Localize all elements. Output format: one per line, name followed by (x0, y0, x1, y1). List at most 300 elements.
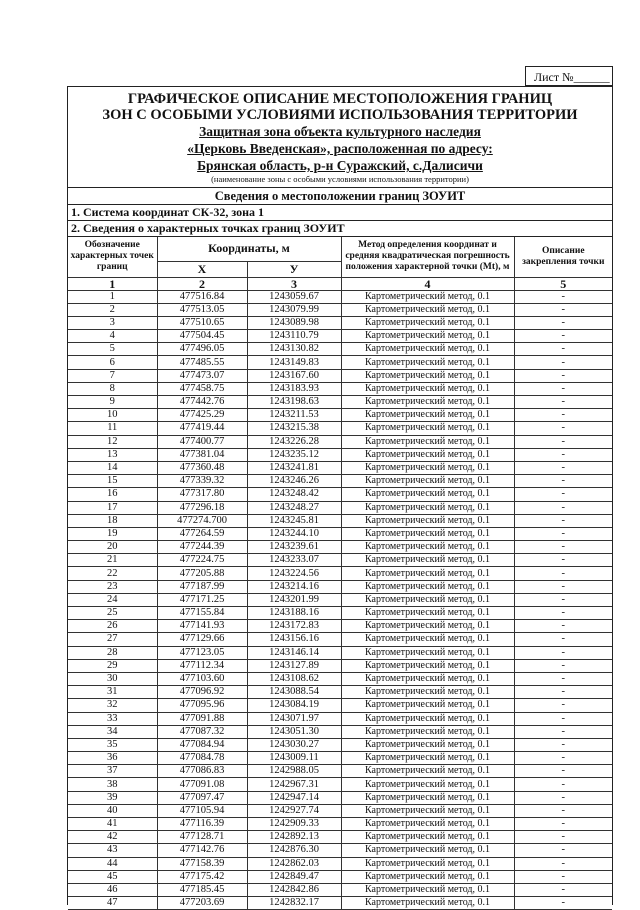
method: Картометрический метод, 0.1 (341, 844, 514, 857)
coord-y: 1243156.16 (247, 633, 341, 646)
coord-x: 477091.08 (157, 778, 247, 791)
point-number: 3 (68, 316, 157, 329)
header-fixing: Описание закрепления точки (514, 237, 612, 277)
table-row (68, 791, 612, 804)
coord-x: 477425.29 (157, 409, 247, 422)
coord-x: 477205.88 (157, 567, 247, 580)
column-number-2: 2 (157, 277, 247, 290)
point-number: 21 (68, 554, 157, 567)
coord-y: 1243246.26 (247, 475, 341, 488)
table-row (68, 396, 612, 409)
point-number: 38 (68, 778, 157, 791)
method: Картометрический метод, 0.1 (341, 738, 514, 751)
fixing-description: - (514, 712, 612, 725)
fixing-description: - (514, 778, 612, 791)
method: Картометрический метод, 0.1 (341, 659, 514, 672)
coord-y: 1243108.62 (247, 672, 341, 685)
table-row (68, 646, 612, 659)
point-number: 8 (68, 382, 157, 395)
fixing-description: - (514, 527, 612, 540)
coord-y: 1243127.89 (247, 659, 341, 672)
coord-y: 1243079.99 (247, 303, 341, 316)
coord-y: 1242832.17 (247, 897, 341, 910)
points-table (68, 237, 612, 910)
coord-y: 1243146.14 (247, 646, 341, 659)
point-number: 12 (68, 435, 157, 448)
coord-y: 1243188.16 (247, 607, 341, 620)
title-line-2: ЗОН С ОСОБЫМИ УСЛОВИЯМИ ИСПОЛЬЗОВАНИЯ ТЕРРИТОРИИ (102, 107, 578, 123)
document-frame (67, 86, 613, 909)
method: Картометрический метод, 0.1 (341, 672, 514, 685)
fixing-description: - (514, 409, 612, 422)
table-row (68, 343, 612, 356)
table-row (68, 725, 612, 738)
zone-address: Брянская область, р-н Суражский, с.Далисичи (197, 158, 483, 173)
method: Картометрический метод, 0.1 (341, 396, 514, 409)
table-row (68, 897, 612, 910)
coord-y: 1243030.27 (247, 738, 341, 751)
fixing-description: - (514, 593, 612, 606)
table-row (68, 857, 612, 870)
coord-x: 477458.75 (157, 382, 247, 395)
point-number: 33 (68, 712, 157, 725)
point-number: 6 (68, 356, 157, 369)
table-row (68, 409, 612, 422)
coord-x: 477513.05 (157, 303, 247, 316)
zone-name-caption: (наименование зоны с особыми условиями использования территории) (211, 174, 469, 184)
coord-y: 1243248.42 (247, 488, 341, 501)
coord-x: 477158.39 (157, 857, 247, 870)
fixing-description: - (514, 369, 612, 382)
table-row (68, 422, 612, 435)
header-method: Метод определения координат и средняя квадратическая погрешность положения характерной точки (Мt), м (341, 237, 514, 277)
table-row (68, 831, 612, 844)
table-row (68, 488, 612, 501)
table-row (68, 765, 612, 778)
table-row (68, 527, 612, 540)
point-number: 1 (68, 290, 157, 303)
method: Картометрический метод, 0.1 (341, 897, 514, 910)
method: Картометрический метод, 0.1 (341, 527, 514, 540)
method: Картометрический метод, 0.1 (341, 514, 514, 527)
coord-x: 477510.65 (157, 316, 247, 329)
coord-x: 477381.04 (157, 448, 247, 461)
fixing-description: - (514, 857, 612, 870)
point-number: 34 (68, 725, 157, 738)
fixing-description: - (514, 633, 612, 646)
table-row (68, 554, 612, 567)
column-number-3: 3 (247, 277, 341, 290)
fixing-description: - (514, 646, 612, 659)
point-number: 30 (68, 672, 157, 685)
coord-x: 477274.700 (157, 514, 247, 527)
method: Картометрический метод, 0.1 (341, 448, 514, 461)
point-number: 18 (68, 514, 157, 527)
fixing-description: - (514, 567, 612, 580)
method: Картометрический метод, 0.1 (341, 501, 514, 514)
table-row (68, 620, 612, 633)
table-row (68, 541, 612, 554)
coord-y: 1243009.11 (247, 752, 341, 765)
point-number: 35 (68, 738, 157, 751)
point-number: 44 (68, 857, 157, 870)
fixing-description: - (514, 686, 612, 699)
table-row (68, 461, 612, 474)
column-number-4: 4 (341, 277, 514, 290)
coord-x: 477504.45 (157, 330, 247, 343)
coord-y: 1243239.61 (247, 541, 341, 554)
method: Картометрический метод, 0.1 (341, 422, 514, 435)
coord-x: 477496.05 (157, 343, 247, 356)
method: Картометрический метод, 0.1 (341, 409, 514, 422)
fixing-description: - (514, 672, 612, 685)
fixing-description: - (514, 514, 612, 527)
zone-name-line-1: Защитная зона объекта культурного наследия (199, 124, 481, 139)
table-row (68, 818, 612, 831)
coord-x: 477244.39 (157, 541, 247, 554)
method: Картометрический метод, 0.1 (341, 752, 514, 765)
fixing-description: - (514, 765, 612, 778)
point-number: 13 (68, 448, 157, 461)
coord-y: 1242842.86 (247, 883, 341, 896)
fixing-description: - (514, 897, 612, 910)
point-number: 46 (68, 883, 157, 896)
header-point: Обозначение характерных точек границ (68, 237, 157, 277)
coord-y: 1243071.97 (247, 712, 341, 725)
table-row (68, 607, 612, 620)
coord-x: 477086.83 (157, 765, 247, 778)
coord-y: 1243130.82 (247, 343, 341, 356)
coord-x: 477084.94 (157, 738, 247, 751)
fixing-description: - (514, 303, 612, 316)
fixing-description: - (514, 330, 612, 343)
fixing-description: - (514, 382, 612, 395)
coord-y: 1243245.81 (247, 514, 341, 527)
method: Картометрический метод, 0.1 (341, 541, 514, 554)
point-number: 43 (68, 844, 157, 857)
section-title: Сведения о местоположении границ ЗОУИТ (68, 188, 612, 205)
coord-x: 477105.94 (157, 804, 247, 817)
table-row (68, 448, 612, 461)
method: Картометрический метод, 0.1 (341, 857, 514, 870)
fixing-description: - (514, 290, 612, 303)
point-number: 7 (68, 369, 157, 382)
fixing-description: - (514, 316, 612, 329)
fixing-description: - (514, 475, 612, 488)
table-row (68, 514, 612, 527)
coord-x: 477264.59 (157, 527, 247, 540)
coord-y: 1243226.28 (247, 435, 341, 448)
method: Картометрический метод, 0.1 (341, 330, 514, 343)
column-number-5: 5 (514, 277, 612, 290)
table-row (68, 290, 612, 303)
method: Картометрический метод, 0.1 (341, 818, 514, 831)
table-row (68, 316, 612, 329)
coord-x: 477187.99 (157, 580, 247, 593)
fixing-description: - (514, 804, 612, 817)
table-row (68, 778, 612, 791)
fixing-description: - (514, 554, 612, 567)
point-number: 24 (68, 593, 157, 606)
method: Картометрический метод, 0.1 (341, 290, 514, 303)
coord-y: 1242909.33 (247, 818, 341, 831)
coord-y: 1243241.81 (247, 461, 341, 474)
coord-x: 477112.34 (157, 659, 247, 672)
method: Картометрический метод, 0.1 (341, 699, 514, 712)
fixing-description: - (514, 448, 612, 461)
coord-x: 477360.48 (157, 461, 247, 474)
fixing-description: - (514, 343, 612, 356)
point-number: 23 (68, 580, 157, 593)
coord-y: 1243235.12 (247, 448, 341, 461)
table-row (68, 567, 612, 580)
fixing-description: - (514, 659, 612, 672)
table-row (68, 699, 612, 712)
method: Картометрический метод, 0.1 (341, 607, 514, 620)
points-section-line: 2. Сведения о характерных точках границ ЗОУИТ (68, 221, 612, 237)
table-row (68, 475, 612, 488)
method: Картометрический метод, 0.1 (341, 488, 514, 501)
table-row (68, 870, 612, 883)
coord-y: 1243198.63 (247, 396, 341, 409)
table-row (68, 804, 612, 817)
method: Картометрический метод, 0.1 (341, 686, 514, 699)
point-number: 39 (68, 791, 157, 804)
coord-x: 477317.80 (157, 488, 247, 501)
method: Картометрический метод, 0.1 (341, 435, 514, 448)
header-x: X (157, 261, 247, 277)
method: Картометрический метод, 0.1 (341, 580, 514, 593)
fixing-description: - (514, 870, 612, 883)
point-number: 32 (68, 699, 157, 712)
fixing-description: - (514, 488, 612, 501)
method: Картометрический метод, 0.1 (341, 870, 514, 883)
fixing-description: - (514, 461, 612, 474)
coord-y: 1243084.19 (247, 699, 341, 712)
coord-x: 477087.32 (157, 725, 247, 738)
fixing-description: - (514, 883, 612, 896)
coord-y: 1242967.31 (247, 778, 341, 791)
coord-y: 1242849.47 (247, 870, 341, 883)
fixing-description: - (514, 725, 612, 738)
table-row (68, 580, 612, 593)
coord-y: 1243248.27 (247, 501, 341, 514)
coord-x: 477516.84 (157, 290, 247, 303)
point-number: 2 (68, 303, 157, 316)
fixing-description: - (514, 422, 612, 435)
method: Картометрический метод, 0.1 (341, 831, 514, 844)
fixing-description: - (514, 738, 612, 751)
fixing-description: - (514, 435, 612, 448)
zone-name-line-2: «Церковь Введенская», расположенная по адресу: (187, 141, 493, 156)
coord-x: 477442.76 (157, 396, 247, 409)
fixing-description: - (514, 831, 612, 844)
point-number: 10 (68, 409, 157, 422)
coord-x: 477142.76 (157, 844, 247, 857)
point-number: 25 (68, 607, 157, 620)
fixing-description: - (514, 501, 612, 514)
fixing-description: - (514, 607, 612, 620)
coord-y: 1242892.13 (247, 831, 341, 844)
fixing-description: - (514, 541, 612, 554)
coord-y: 1243183.93 (247, 382, 341, 395)
coord-x: 477419.44 (157, 422, 247, 435)
point-number: 41 (68, 818, 157, 831)
method: Картометрический метод, 0.1 (341, 633, 514, 646)
coord-x: 477400.77 (157, 435, 247, 448)
fixing-description: - (514, 791, 612, 804)
coord-y: 1243051.30 (247, 725, 341, 738)
fixing-description: - (514, 580, 612, 593)
coord-x: 477155.84 (157, 607, 247, 620)
method: Картометрический метод, 0.1 (341, 554, 514, 567)
coord-x: 477171.25 (157, 593, 247, 606)
coord-x: 477224.75 (157, 554, 247, 567)
method: Картометрический метод, 0.1 (341, 765, 514, 778)
coord-y: 1243110.79 (247, 330, 341, 343)
table-row (68, 369, 612, 382)
coord-x: 477097.47 (157, 791, 247, 804)
header-y: У (247, 261, 341, 277)
point-number: 45 (68, 870, 157, 883)
coord-x: 477096.92 (157, 686, 247, 699)
coord-x: 477084.78 (157, 752, 247, 765)
coord-y: 1243233.07 (247, 554, 341, 567)
table-row (68, 738, 612, 751)
coord-x: 477091.88 (157, 712, 247, 725)
points-table-body (68, 290, 612, 910)
header-coordinates: Координаты, м (157, 237, 341, 261)
coord-y: 1242988.05 (247, 765, 341, 778)
point-number: 28 (68, 646, 157, 659)
method: Картометрический метод, 0.1 (341, 369, 514, 382)
method: Картометрический метод, 0.1 (341, 382, 514, 395)
method: Картометрический метод, 0.1 (341, 316, 514, 329)
method: Картометрический метод, 0.1 (341, 712, 514, 725)
table-row (68, 330, 612, 343)
point-number: 27 (68, 633, 157, 646)
method: Картометрический метод, 0.1 (341, 461, 514, 474)
document-header (68, 87, 612, 188)
method: Картометрический метод, 0.1 (341, 593, 514, 606)
column-number-1: 1 (68, 277, 157, 290)
coord-y: 1243211.53 (247, 409, 341, 422)
coord-y: 1242927.74 (247, 804, 341, 817)
point-number: 5 (68, 343, 157, 356)
point-number: 47 (68, 897, 157, 910)
coord-y: 1243089.98 (247, 316, 341, 329)
point-number: 19 (68, 527, 157, 540)
point-number: 37 (68, 765, 157, 778)
table-row (68, 303, 612, 316)
point-number: 29 (68, 659, 157, 672)
method: Картометрический метод, 0.1 (341, 475, 514, 488)
point-number: 14 (68, 461, 157, 474)
coord-y: 1243214.16 (247, 580, 341, 593)
point-number: 11 (68, 422, 157, 435)
sheet-number-box: Лист №______ (525, 66, 613, 86)
point-number: 16 (68, 488, 157, 501)
point-number: 15 (68, 475, 157, 488)
table-row (68, 382, 612, 395)
coord-x: 477185.45 (157, 883, 247, 896)
fixing-description: - (514, 699, 612, 712)
table-row (68, 501, 612, 514)
method: Картометрический метод, 0.1 (341, 620, 514, 633)
table-row (68, 435, 612, 448)
method: Картометрический метод, 0.1 (341, 646, 514, 659)
method: Картометрический метод, 0.1 (341, 725, 514, 738)
coordinate-system-line: 1. Система координат СК-32, зона 1 (68, 205, 612, 221)
point-number: 40 (68, 804, 157, 817)
point-number: 17 (68, 501, 157, 514)
table-row (68, 659, 612, 672)
coord-x: 477175.42 (157, 870, 247, 883)
coord-x: 477116.39 (157, 818, 247, 831)
table-row (68, 752, 612, 765)
fixing-description: - (514, 396, 612, 409)
coord-y: 1243224.56 (247, 567, 341, 580)
point-number: 20 (68, 541, 157, 554)
point-number: 31 (68, 686, 157, 699)
coord-y: 1242947.14 (247, 791, 341, 804)
coord-x: 477203.69 (157, 897, 247, 910)
method: Картометрический метод, 0.1 (341, 303, 514, 316)
table-row (68, 883, 612, 896)
coord-y: 1243059.67 (247, 290, 341, 303)
method: Картометрический метод, 0.1 (341, 778, 514, 791)
coord-x: 477095.96 (157, 699, 247, 712)
title-line-1: ГРАФИЧЕСКОЕ ОПИСАНИЕ МЕСТОПОЛОЖЕНИЯ ГРАНИЦ (127, 91, 553, 107)
coord-x: 477128.71 (157, 831, 247, 844)
table-row (68, 712, 612, 725)
coord-x: 477103.60 (157, 672, 247, 685)
fixing-description: - (514, 818, 612, 831)
fixing-description: - (514, 356, 612, 369)
coord-y: 1243167.60 (247, 369, 341, 382)
coord-y: 1243201.99 (247, 593, 341, 606)
coord-x: 477485.55 (157, 356, 247, 369)
coord-x: 477296.18 (157, 501, 247, 514)
coord-y: 1243215.38 (247, 422, 341, 435)
coord-y: 1243149.83 (247, 356, 341, 369)
coord-y: 1243244.10 (247, 527, 341, 540)
point-number: 36 (68, 752, 157, 765)
coord-x: 477141.93 (157, 620, 247, 633)
table-row (68, 633, 612, 646)
fixing-description: - (514, 620, 612, 633)
coord-y: 1242876.30 (247, 844, 341, 857)
coord-x: 477339.32 (157, 475, 247, 488)
method: Картометрический метод, 0.1 (341, 804, 514, 817)
coord-y: 1242862.03 (247, 857, 341, 870)
table-row (68, 356, 612, 369)
point-number: 42 (68, 831, 157, 844)
method: Картометрический метод, 0.1 (341, 567, 514, 580)
coord-x: 477129.66 (157, 633, 247, 646)
method: Картометрический метод, 0.1 (341, 791, 514, 804)
coord-x: 477473.07 (157, 369, 247, 382)
coord-x: 477123.05 (157, 646, 247, 659)
coord-y: 1243172.83 (247, 620, 341, 633)
fixing-description: - (514, 844, 612, 857)
point-number: 9 (68, 396, 157, 409)
method: Картометрический метод, 0.1 (341, 883, 514, 896)
fixing-description: - (514, 752, 612, 765)
table-row (68, 686, 612, 699)
method: Картометрический метод, 0.1 (341, 343, 514, 356)
table-row (68, 844, 612, 857)
